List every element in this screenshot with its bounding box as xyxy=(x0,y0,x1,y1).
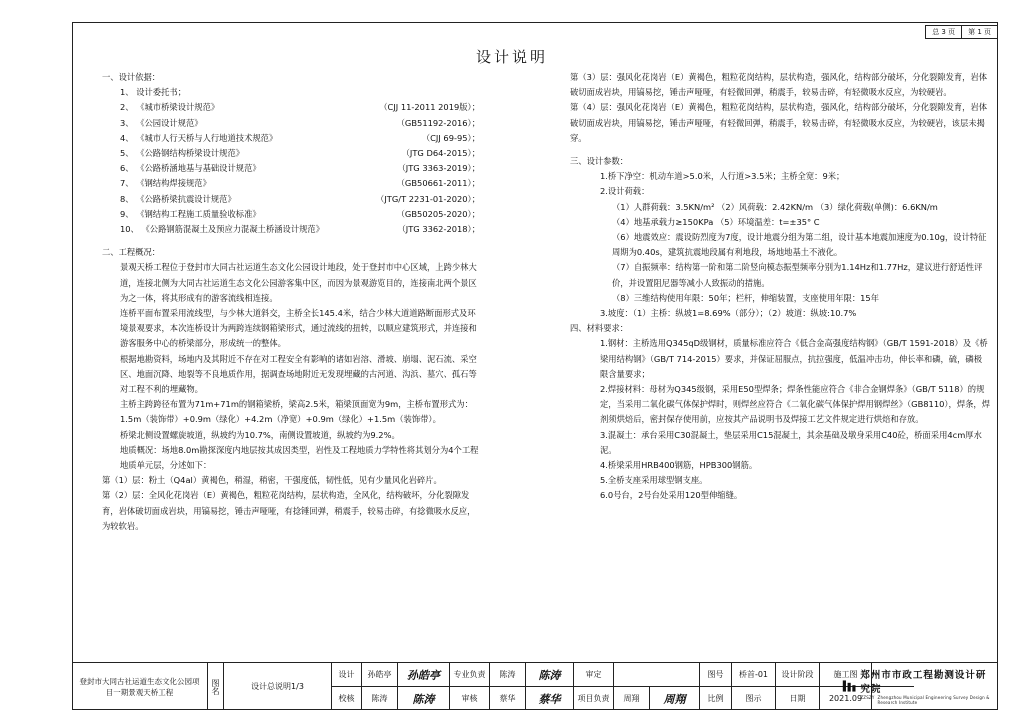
reference-list xyxy=(102,85,480,237)
section-2-heading: 二、工程概况： xyxy=(102,247,161,258)
design-stage: 施工图 xyxy=(820,663,872,686)
project-lead-signature: 周翔 xyxy=(650,687,700,710)
section-4-heading: 四、材料要求： xyxy=(570,323,629,334)
param-frequency: （7）自振频率：结构第一阶和第二阶竖向模态振型频率分别为1.14Hz和1.77Hz，建议进行舒适性评价，并设置阻尼器等减小人致振动的措施。 xyxy=(612,262,983,288)
overview-paragraph-5: 桥梁北侧设置螺旋坡道，纵坡约为10.7%，南侧设置坡道，纵坡约为9.2%。 xyxy=(120,429,400,440)
project-lead-name: 周翔 xyxy=(614,687,650,710)
section-1-heading: 一、设计依据： xyxy=(102,72,161,82)
reference-item xyxy=(102,116,480,131)
param-clearance: 1.桥下净空：机动车道>5.0米，人行道>3.5米；主桥全宽：9米； xyxy=(600,171,845,182)
reference-item xyxy=(102,85,480,100)
geology-layer-2: 第（2）层：全风化花岗岩（E）黄褐色，粗粒花岗结构，层状构造，全风化，结构破坏，分化裂隙发育，岩体破切面成岩块，用镐易挖，锤击声哑哑，有捻锤回弹，稍震手，较易击碎，有捻微吸水反应，为较软岩。 xyxy=(102,490,476,531)
reference-name: 1、 设计委托书； xyxy=(120,87,186,98)
company-name: 郑州市市政工程勘测设计研究院 xyxy=(860,670,987,695)
company-logo xyxy=(842,664,996,708)
current-page: 第 1 页 xyxy=(968,28,991,36)
project-lead-label: 项目负责 xyxy=(574,687,614,710)
reference-code: （GB50661-2011）； xyxy=(396,178,480,189)
reference-code: （GB51192-2016）； xyxy=(396,117,480,128)
design-name: 孙皓亭 xyxy=(362,663,398,686)
date-value: 2021.09 xyxy=(820,687,872,710)
param-loads-1: （1）人群荷载：3.5KN/m² （2）风荷载：2.42KN/m （3）绿化荷载(单侧)：6.6KN/m xyxy=(612,201,938,212)
right-column xyxy=(570,70,990,504)
check-name: 陈涛 xyxy=(362,687,398,710)
drawing-name: 设计总说明1/3 xyxy=(224,663,332,710)
reference-item xyxy=(102,161,480,176)
design-signature: 孙皓亭 xyxy=(398,663,450,686)
reference-item xyxy=(102,131,480,146)
company-english-name: Zhengzhou Municipal Engineering Survey Design & Research Institute xyxy=(877,695,990,705)
drawing-number: 桥首-01 xyxy=(732,663,776,686)
reference-item xyxy=(102,146,480,161)
review-signature: 蔡华 xyxy=(526,687,574,710)
check-label: 校核 xyxy=(332,687,362,710)
material-welding: 2.焊接材料：母材为Q345级钢，采用E50型焊条；焊条性能应符合《非合金钢焊条》（GB/T 5118）的规定，当采用二氧化碳气体保护焊时，则焊丝应符合《二氧化碳气体保护焊用钢焊丝》（GB8110），焊条，焊剂须烘焙后，密封保存使用前，应按其产品说明书及焊接工艺文件规定进行烘焙和存放。 xyxy=(600,384,991,425)
material-expansion-joint: 6.0号台，2号台处采用120型伸缩缝。 xyxy=(600,490,743,501)
material-bearing: 5.全桥支座采用球型钢支座。 xyxy=(600,475,708,486)
date-label: 日期 xyxy=(776,687,820,710)
reference-code: （JTG 3362-2018）； xyxy=(397,224,480,235)
param-slope: 3.坡度：（1）主桥：纵坡1=8.69%（部分）；（2）坡道：纵坡:10.7% xyxy=(600,308,857,319)
specialty-label: 专业负责 xyxy=(450,663,490,686)
specialty-signature: 陈涛 xyxy=(526,663,574,686)
reference-name: 6、 《公路桥涵地基与基础设计规范》 xyxy=(120,163,261,174)
design-stage-label: 设计阶段 xyxy=(776,663,820,686)
reference-item xyxy=(102,100,480,115)
geology-layer-3: 第（3）层：强风化花岗岩（E）黄褐色，粗粒花岗结构，层状构造，强风化，结构部分破坏，分化裂隙发育，岩体破切面成岩块，用镐易挖，锤击声哑哑，有轻微回弹，稍震手，较易击碎，有轻微吸水反应，为较硬岩。 xyxy=(570,72,988,98)
reference-item xyxy=(102,176,480,191)
design-label: 设计 xyxy=(332,663,362,686)
geology-layer-4: 第（4）层：强风化花岗岩（E）黄褐色，粗粒花岗结构，层状构造，强风化，结构部分破坏，分化裂隙发育，岩体破切面成岩块，用镐易挖，锤击声哑哑，有轻微回弹，稍震手，较易击碎，有轻微吸水反应，为较硬岩，该层未揭穿。 xyxy=(570,102,988,143)
specialty-name: 陈涛 xyxy=(490,663,526,686)
approve-label: 审定 xyxy=(574,663,614,686)
reference-code: （CJJ 11-2011 2019版）； xyxy=(379,102,480,113)
overview-paragraph-4: 主桥主跨跨径布置为71m+71m的钢箱梁桥，梁高2.5米，箱梁顶面宽为9m，主桥布置形式为：1.5m（装饰带）+0.9m（绿化）+4.2m（净宽）+0.9m（绿化）+1.5m（装饰带）。 xyxy=(120,399,473,425)
section-3-heading: 三、设计参数： xyxy=(570,156,629,167)
reference-name: 4、 《城市人行天桥与人行地道技术规范》 xyxy=(120,132,278,143)
check-signature: 陈涛 xyxy=(398,687,450,710)
param-loads-heading: 2.设计荷载： xyxy=(600,186,650,197)
reference-name: 8、 《公路桥梁抗震设计规范》 xyxy=(120,193,236,204)
review-name: 蔡华 xyxy=(490,687,526,710)
reference-code: （JTG/T 2231-01-2020）； xyxy=(376,193,480,204)
overview-paragraph-1: 景观天桥工程位于登封市大同古社运道生态文化公园设计地段，处于登封市中心区域，上跨少林大道，连接北侧为大同古社运道生态文化公园游客集中区，而因为景观游览目的，连接南北两个景区为之一体，将其形成有的游客流线相连接。 xyxy=(120,262,477,303)
overview-paragraph-2: 连桥平面布置采用流线型，与少林大道斜交，主桥全长145.4米，结合少林大道道路断面形式及环境景观要求，本次连桥设计为两跨连续钢箱梁形式，通过流线的扭转，以顺应建筑形式，并连接和游客服务中心的桥梁部分，形成统一的整体。 xyxy=(120,308,477,349)
scale-value: 图示 xyxy=(732,687,776,710)
drawing-name-label: 图名 xyxy=(208,663,224,710)
material-steel: 1.钢材：主桥选用Q345qD级钢材，质量标准应符合《低合金高强度结构钢》（GB/T 1591-2018）及《桥梁用结构钢》（GB/T 714-2015）要求，并保证屈服点，抗拉强度，低温冲击功，伸长率和磷，硫，磷极限含量要求； xyxy=(600,338,988,379)
project-name: 登封市大同古社运道生态文化公园项目一期景观天桥工程 xyxy=(72,663,208,710)
param-loads-2: （4）地基承载力≥150KPa （5）环境温差：t=±35° C xyxy=(612,216,820,227)
material-concrete: 3.混凝土：承台采用C30混凝土，垫层采用C15混凝土，其余基础及墩身采用C40砼，桥面采用4cm厚水泥。 xyxy=(600,429,982,455)
left-column xyxy=(102,70,480,534)
reference-code: （JTG 3363-2019）； xyxy=(397,163,480,174)
reference-code: （JTG D64-2015）； xyxy=(401,148,480,159)
scale-label: 比例 xyxy=(700,687,732,710)
company-abbr: ZZSZY xyxy=(860,695,875,700)
overview-paragraph-3: 根据地勘资料，场地内及其附近不存在对工程安全有影响的诸如岩溶、滑坡、崩塌、泥石流、采空区、地面沉降、地裂等不良地质作用，据调查场地附近无发现埋藏的古河道、沟浜、墓穴、孤石等对工程不利的埋藏物。 xyxy=(120,353,477,395)
reference-name: 5、 《公路钢结构桥梁设计规范》 xyxy=(120,148,245,159)
total-pages: 总 3 页 xyxy=(926,26,962,38)
review-label: 审核 xyxy=(450,687,490,710)
material-rebar: 4.桥梁采用HRB400钢筋，HPB300钢筋。 xyxy=(600,460,758,471)
reference-item xyxy=(102,192,480,207)
drawing-number-label: 图号 xyxy=(700,663,732,686)
reference-item xyxy=(102,207,480,222)
param-service-life: （8）三维结构使用年限：50年；栏杆，伸缩装置，支座使用年限：15年 xyxy=(612,292,880,303)
reference-name: 7、 《钢结构焊接规范》 xyxy=(120,178,211,189)
reference-name: 3、 《公园设计规范》 xyxy=(120,117,203,128)
geology-layer-1: 第（1）层：粉土（Q4al）黄褐色，稍湿，稍密，干强度低，韧性低，见有少量风化岩碎片。 xyxy=(102,475,442,486)
reference-code: （CJJ 69-95）； xyxy=(421,132,480,143)
approve-name xyxy=(614,663,700,686)
company-logo-icon xyxy=(842,677,856,695)
geology-intro: 地质概况：场地8.0m勘探深度内地层按其成因类型，岩性及工程地质力学特性将其划分为4个工程地质单元层，分述如下： xyxy=(120,444,479,471)
reference-name: 2、 《城市桥梁设计规范》 xyxy=(120,102,220,113)
reference-item xyxy=(102,222,480,237)
reference-code: （GB50205-2020）； xyxy=(396,208,480,219)
param-seismic: （6）地震效应：震设防烈度为7度，设计地震分组为第二组，设计基本地震加速度为0.10g，设计特征周期为0.40s，建筑抗震地段属有利地段，场地地基土不液化。 xyxy=(612,232,987,258)
reference-name: 9、 《钢结构工程施工质量验收标准》 xyxy=(120,208,261,219)
reference-name: 10、 《公路钢筋混凝土及预应力混凝土桥涵设计规范》 xyxy=(120,224,325,235)
page-counter xyxy=(925,25,998,39)
document-title: 设计说明 xyxy=(475,48,548,66)
